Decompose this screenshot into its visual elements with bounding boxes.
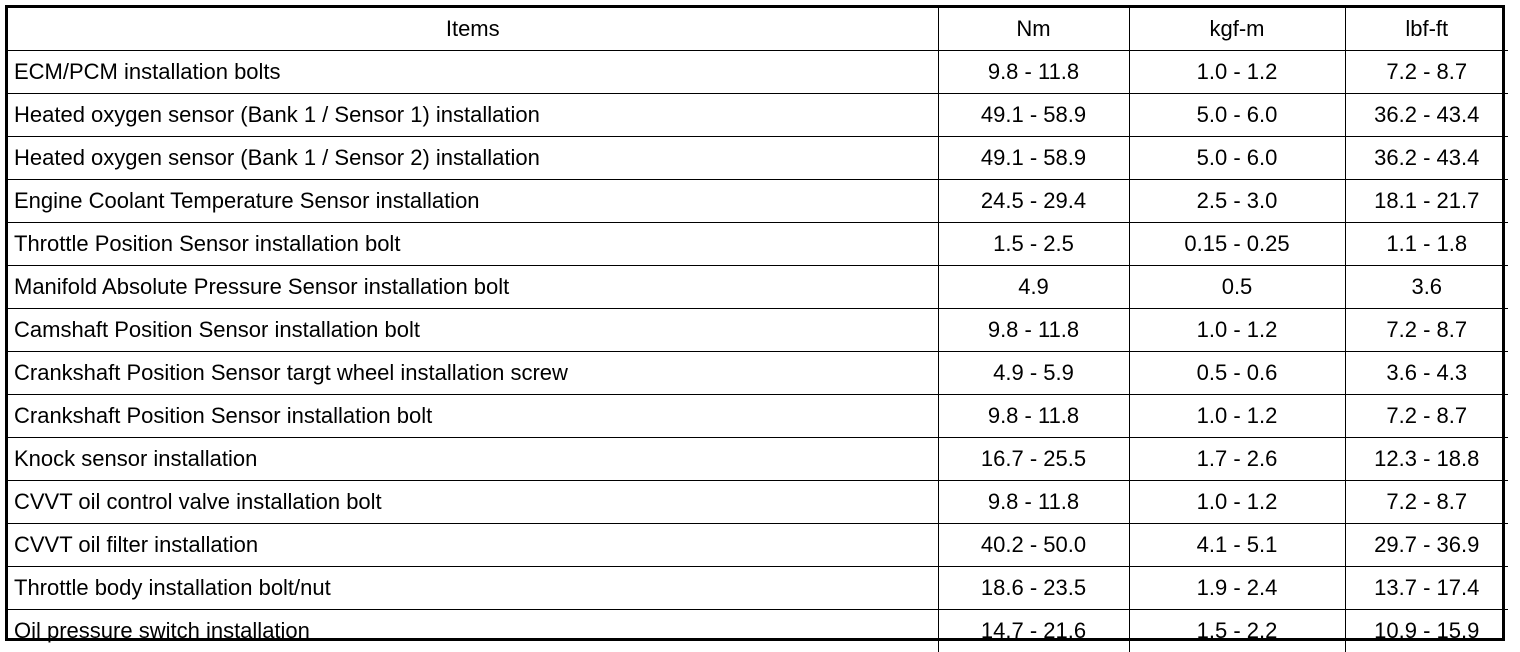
cell-lbf-ft: 29.7 - 36.9: [1345, 524, 1508, 567]
cell-item: ECM/PCM installation bolts: [8, 51, 938, 94]
cell-lbf-ft: 7.2 - 8.7: [1345, 309, 1508, 352]
cell-item: Engine Coolant Temperature Sensor installation: [8, 180, 938, 223]
cell-kgf-m: 1.0 - 1.2: [1129, 309, 1345, 352]
table-row: [8, 223, 1508, 266]
cell-item: Crankshaft Position Sensor targt wheel installation screw: [8, 352, 938, 395]
cell-nm: 9.8 - 11.8: [938, 309, 1129, 352]
cell-nm: 4.9: [938, 266, 1129, 309]
cell-lbf-ft: 7.2 - 8.7: [1345, 51, 1508, 94]
table-row: [8, 94, 1508, 137]
torque-spec-table: [8, 8, 1508, 652]
cell-kgf-m: 1.5 - 2.2: [1129, 610, 1345, 652]
table-row: [8, 309, 1508, 352]
cell-lbf-ft: 7.2 - 8.7: [1345, 481, 1508, 524]
cell-nm: 16.7 - 25.5: [938, 438, 1129, 481]
cell-item: Throttle Position Sensor installation bolt: [8, 223, 938, 266]
header-kgf-m: kgf-m: [1129, 8, 1345, 51]
cell-nm: 24.5 - 29.4: [938, 180, 1129, 223]
table-row: [8, 438, 1508, 481]
cell-nm: 9.8 - 11.8: [938, 481, 1129, 524]
table-header-row: [8, 8, 1508, 51]
cell-nm: 9.8 - 11.8: [938, 51, 1129, 94]
cell-kgf-m: 0.5: [1129, 266, 1345, 309]
cell-nm: 9.8 - 11.8: [938, 395, 1129, 438]
cell-nm: 49.1 - 58.9: [938, 94, 1129, 137]
cell-lbf-ft: 36.2 - 43.4: [1345, 94, 1508, 137]
cell-item: CVVT oil filter installation: [8, 524, 938, 567]
cell-kgf-m: 0.15 - 0.25: [1129, 223, 1345, 266]
cell-nm: 14.7 - 21.6: [938, 610, 1129, 652]
cell-item: CVVT oil control valve installation bolt: [8, 481, 938, 524]
cell-lbf-ft: 3.6 - 4.3: [1345, 352, 1508, 395]
cell-kgf-m: 5.0 - 6.0: [1129, 137, 1345, 180]
cell-lbf-ft: 36.2 - 43.4: [1345, 137, 1508, 180]
cell-nm: 1.5 - 2.5: [938, 223, 1129, 266]
table-row: [8, 524, 1508, 567]
table-row: [8, 180, 1508, 223]
cell-item: Oil pressure switch installation: [8, 610, 938, 652]
cell-item: Manifold Absolute Pressure Sensor installation bolt: [8, 266, 938, 309]
cell-lbf-ft: 18.1 - 21.7: [1345, 180, 1508, 223]
cell-item: Throttle body installation bolt/nut: [8, 567, 938, 610]
cell-kgf-m: 4.1 - 5.1: [1129, 524, 1345, 567]
cell-lbf-ft: 7.2 - 8.7: [1345, 395, 1508, 438]
cell-lbf-ft: 10.9 - 15.9: [1345, 610, 1508, 652]
cell-kgf-m: 1.7 - 2.6: [1129, 438, 1345, 481]
table-row: [8, 137, 1508, 180]
table-row: [8, 567, 1508, 610]
cell-item: Knock sensor installation: [8, 438, 938, 481]
cell-kgf-m: 1.9 - 2.4: [1129, 567, 1345, 610]
cell-kgf-m: 1.0 - 1.2: [1129, 51, 1345, 94]
cell-lbf-ft: 1.1 - 1.8: [1345, 223, 1508, 266]
cell-kgf-m: 5.0 - 6.0: [1129, 94, 1345, 137]
cell-item: Camshaft Position Sensor installation bolt: [8, 309, 938, 352]
cell-nm: 40.2 - 50.0: [938, 524, 1129, 567]
cell-lbf-ft: 3.6: [1345, 266, 1508, 309]
table-row: [8, 266, 1508, 309]
cell-item: Heated oxygen sensor (Bank 1 / Sensor 2) installation: [8, 137, 938, 180]
cell-lbf-ft: 12.3 - 18.8: [1345, 438, 1508, 481]
table-body: [8, 51, 1508, 652]
cell-nm: 18.6 - 23.5: [938, 567, 1129, 610]
cell-kgf-m: 0.5 - 0.6: [1129, 352, 1345, 395]
header-nm: Nm: [938, 8, 1129, 51]
table-row: [8, 51, 1508, 94]
table-row: [8, 352, 1508, 395]
cell-lbf-ft: 13.7 - 17.4: [1345, 567, 1508, 610]
cell-kgf-m: 2.5 - 3.0: [1129, 180, 1345, 223]
cell-item: Crankshaft Position Sensor installation bolt: [8, 395, 938, 438]
header-items: Items: [8, 8, 938, 51]
cell-nm: 4.9 - 5.9: [938, 352, 1129, 395]
torque-spec-table-frame: [5, 5, 1505, 641]
table-row: [8, 481, 1508, 524]
header-lbf-ft: lbf-ft: [1345, 8, 1508, 51]
table-row: [8, 395, 1508, 438]
cell-nm: 49.1 - 58.9: [938, 137, 1129, 180]
cell-item: Heated oxygen sensor (Bank 1 / Sensor 1) installation: [8, 94, 938, 137]
cell-kgf-m: 1.0 - 1.2: [1129, 395, 1345, 438]
cell-kgf-m: 1.0 - 1.2: [1129, 481, 1345, 524]
table-row: [8, 610, 1508, 652]
